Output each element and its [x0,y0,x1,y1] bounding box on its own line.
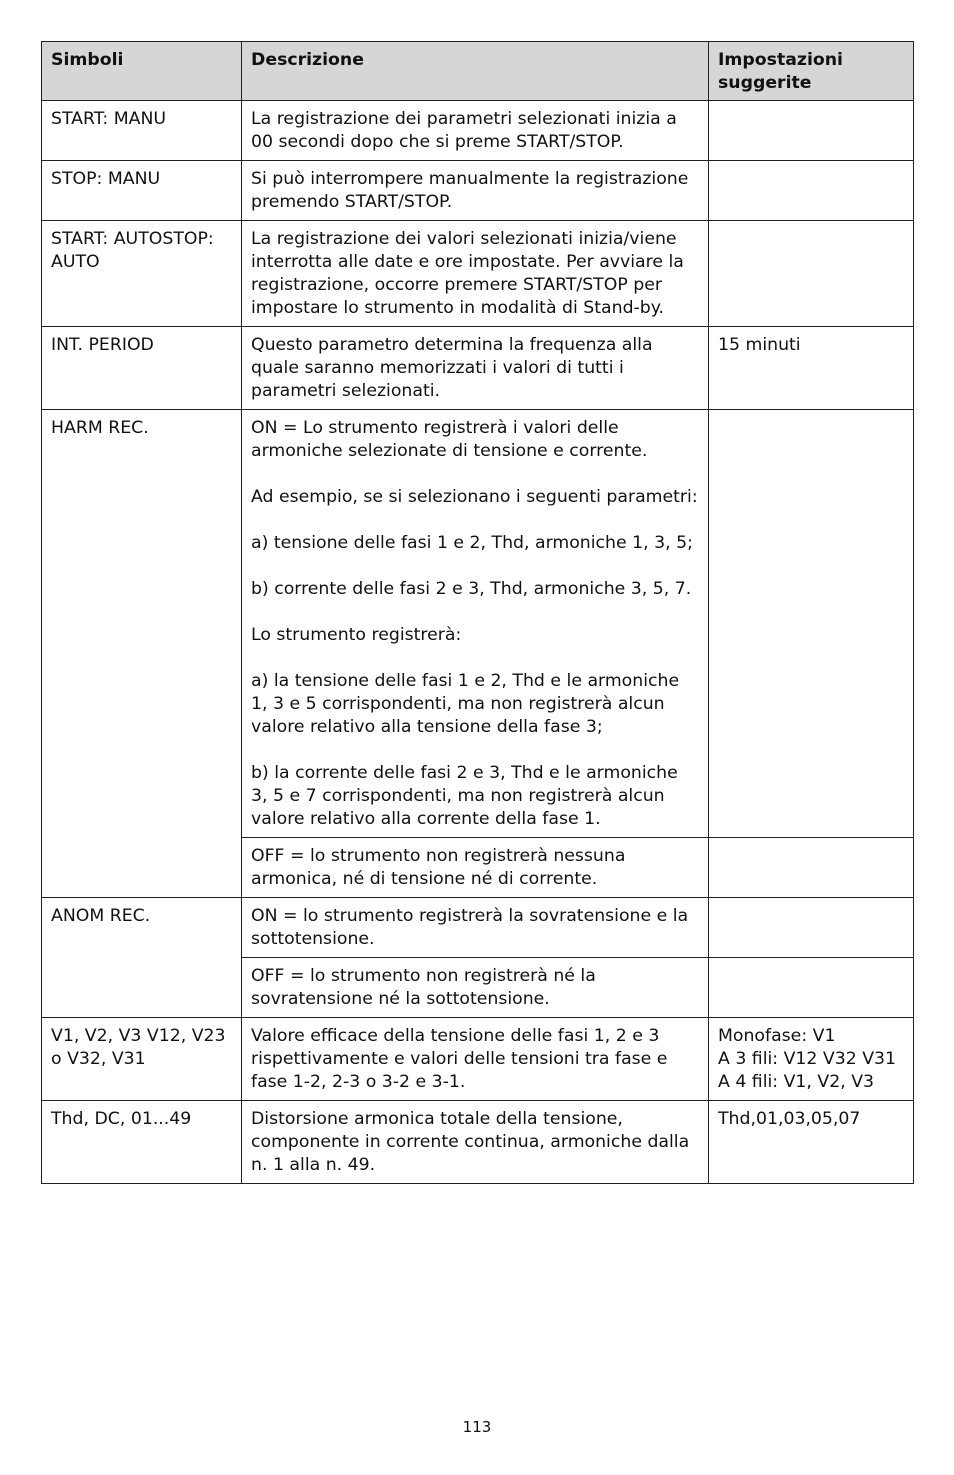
description-cell: Si può interrompere manualmente la registrazione premendo START/STOP. [242,161,709,221]
setting-line: Monofase: V1 [718,1026,836,1046]
symbol-cell: START: MANU [42,101,242,161]
symbol-cell: STOP: MANU [42,161,242,221]
harm-rec-on-text: ON = Lo strumento registrerà i valori delle armoniche selezionate di tensione e corrente. [251,418,648,461]
header-simboli: Simboli [42,42,242,101]
description-cell [242,410,709,838]
header-impostazioni: Impostazioni suggerite [709,42,914,101]
description-cell: Valore efficace della tensione delle fasi 1, 2 e 3 rispettivamente e valori delle tensioni tra fase e fase 1-2, 2-3 o 3-2 e 3-1. [242,1018,709,1101]
description-cell: La registrazione dei parametri selezionati inizia a 00 secondi dopo che si preme START/STOP. [242,101,709,161]
symbol-cell: START: AUTOSTOP: AUTO [42,221,242,327]
harm-rec-result-b: b) la corrente delle fasi 2 e 3, Thd e le armoniche 3, 5 e 7 corrispondenti, ma non registrerà alcun valore relativo alla corrente della fase 1. [251,763,678,829]
setting-cell [709,101,914,161]
description-cell: La registrazione dei valori selezionati inizia/viene interrotta alle date e ore impostate. Per avviare la registrazione, occorre premere START/STOP per impostare lo strumento in modalità di Stand-by. [242,221,709,327]
description-cell: Questo parametro determina la frequenza alla quale saranno memorizzati i valori di tutti i parametri selezionati. [242,327,709,410]
table-row-anom-rec-on [42,898,914,958]
setting-cell [709,958,914,1018]
setting-cell [709,1018,914,1101]
setting-cell: 15 minuti [709,327,914,410]
harm-rec-result-intro: Lo strumento registrerà: [251,625,462,645]
table-row-harm-rec-on [42,410,914,838]
description-cell: ON = lo strumento registrerà la sovratensione e la sottotensione. [242,898,709,958]
table-row-thd [42,1101,914,1184]
table-row-voltages [42,1018,914,1101]
table-row-stop-manu [42,161,914,221]
description-cell: OFF = lo strumento non registrerà nessuna armonica, né di tensione né di corrente. [242,838,709,898]
setting-cell [709,221,914,327]
harm-rec-example-a: a) tensione delle fasi 1 e 2, Thd, armoniche 1, 3, 5; [251,533,693,553]
symbol-cell: INT. PERIOD [42,327,242,410]
table-row-start-manu [42,101,914,161]
harm-rec-example-intro: Ad esempio, se si selezionano i seguenti parametri: [251,487,698,507]
setting-cell [709,410,914,838]
page-number: 113 [462,1418,492,1436]
table-row-start-autostop-auto [42,221,914,327]
symbol-cell: ANOM REC. [42,898,242,1018]
table-header-row [42,42,914,101]
table-row-int-period [42,327,914,410]
description-cell: OFF = lo strumento non registrerà né la sovratensione né la sottotensione. [242,958,709,1018]
harm-rec-example-b: b) corrente delle fasi 2 e 3, Thd, armoniche 3, 5, 7. [251,579,692,599]
symbol-cell: V1, V2, V3 V12, V23 o V32, V31 [42,1018,242,1101]
setting-cell: Thd,01,03,05,07 [709,1101,914,1184]
setting-cell [709,838,914,898]
setting-cell [709,161,914,221]
description-cell: Distorsione armonica totale della tensione, componente in corrente continua, armoniche dalla n. 1 alla n. 49. [242,1101,709,1184]
setting-cell [709,898,914,958]
parameters-table [41,41,914,1184]
header-descrizione: Descrizione [242,42,709,101]
symbol-cell: HARM REC. [42,410,242,898]
harm-rec-result-a: a) la tensione delle fasi 1 e 2, Thd e le armoniche 1, 3 e 5 corrispondenti, ma non registrerà alcun valore relativo alla tensione della fase 3; [251,671,680,737]
symbol-cell: Thd, DC, 01...49 [42,1101,242,1184]
setting-line: A 4 fili: V1, V2, V3 [718,1072,875,1092]
setting-line: A 3 fili: V12 V32 V31 [718,1049,897,1069]
